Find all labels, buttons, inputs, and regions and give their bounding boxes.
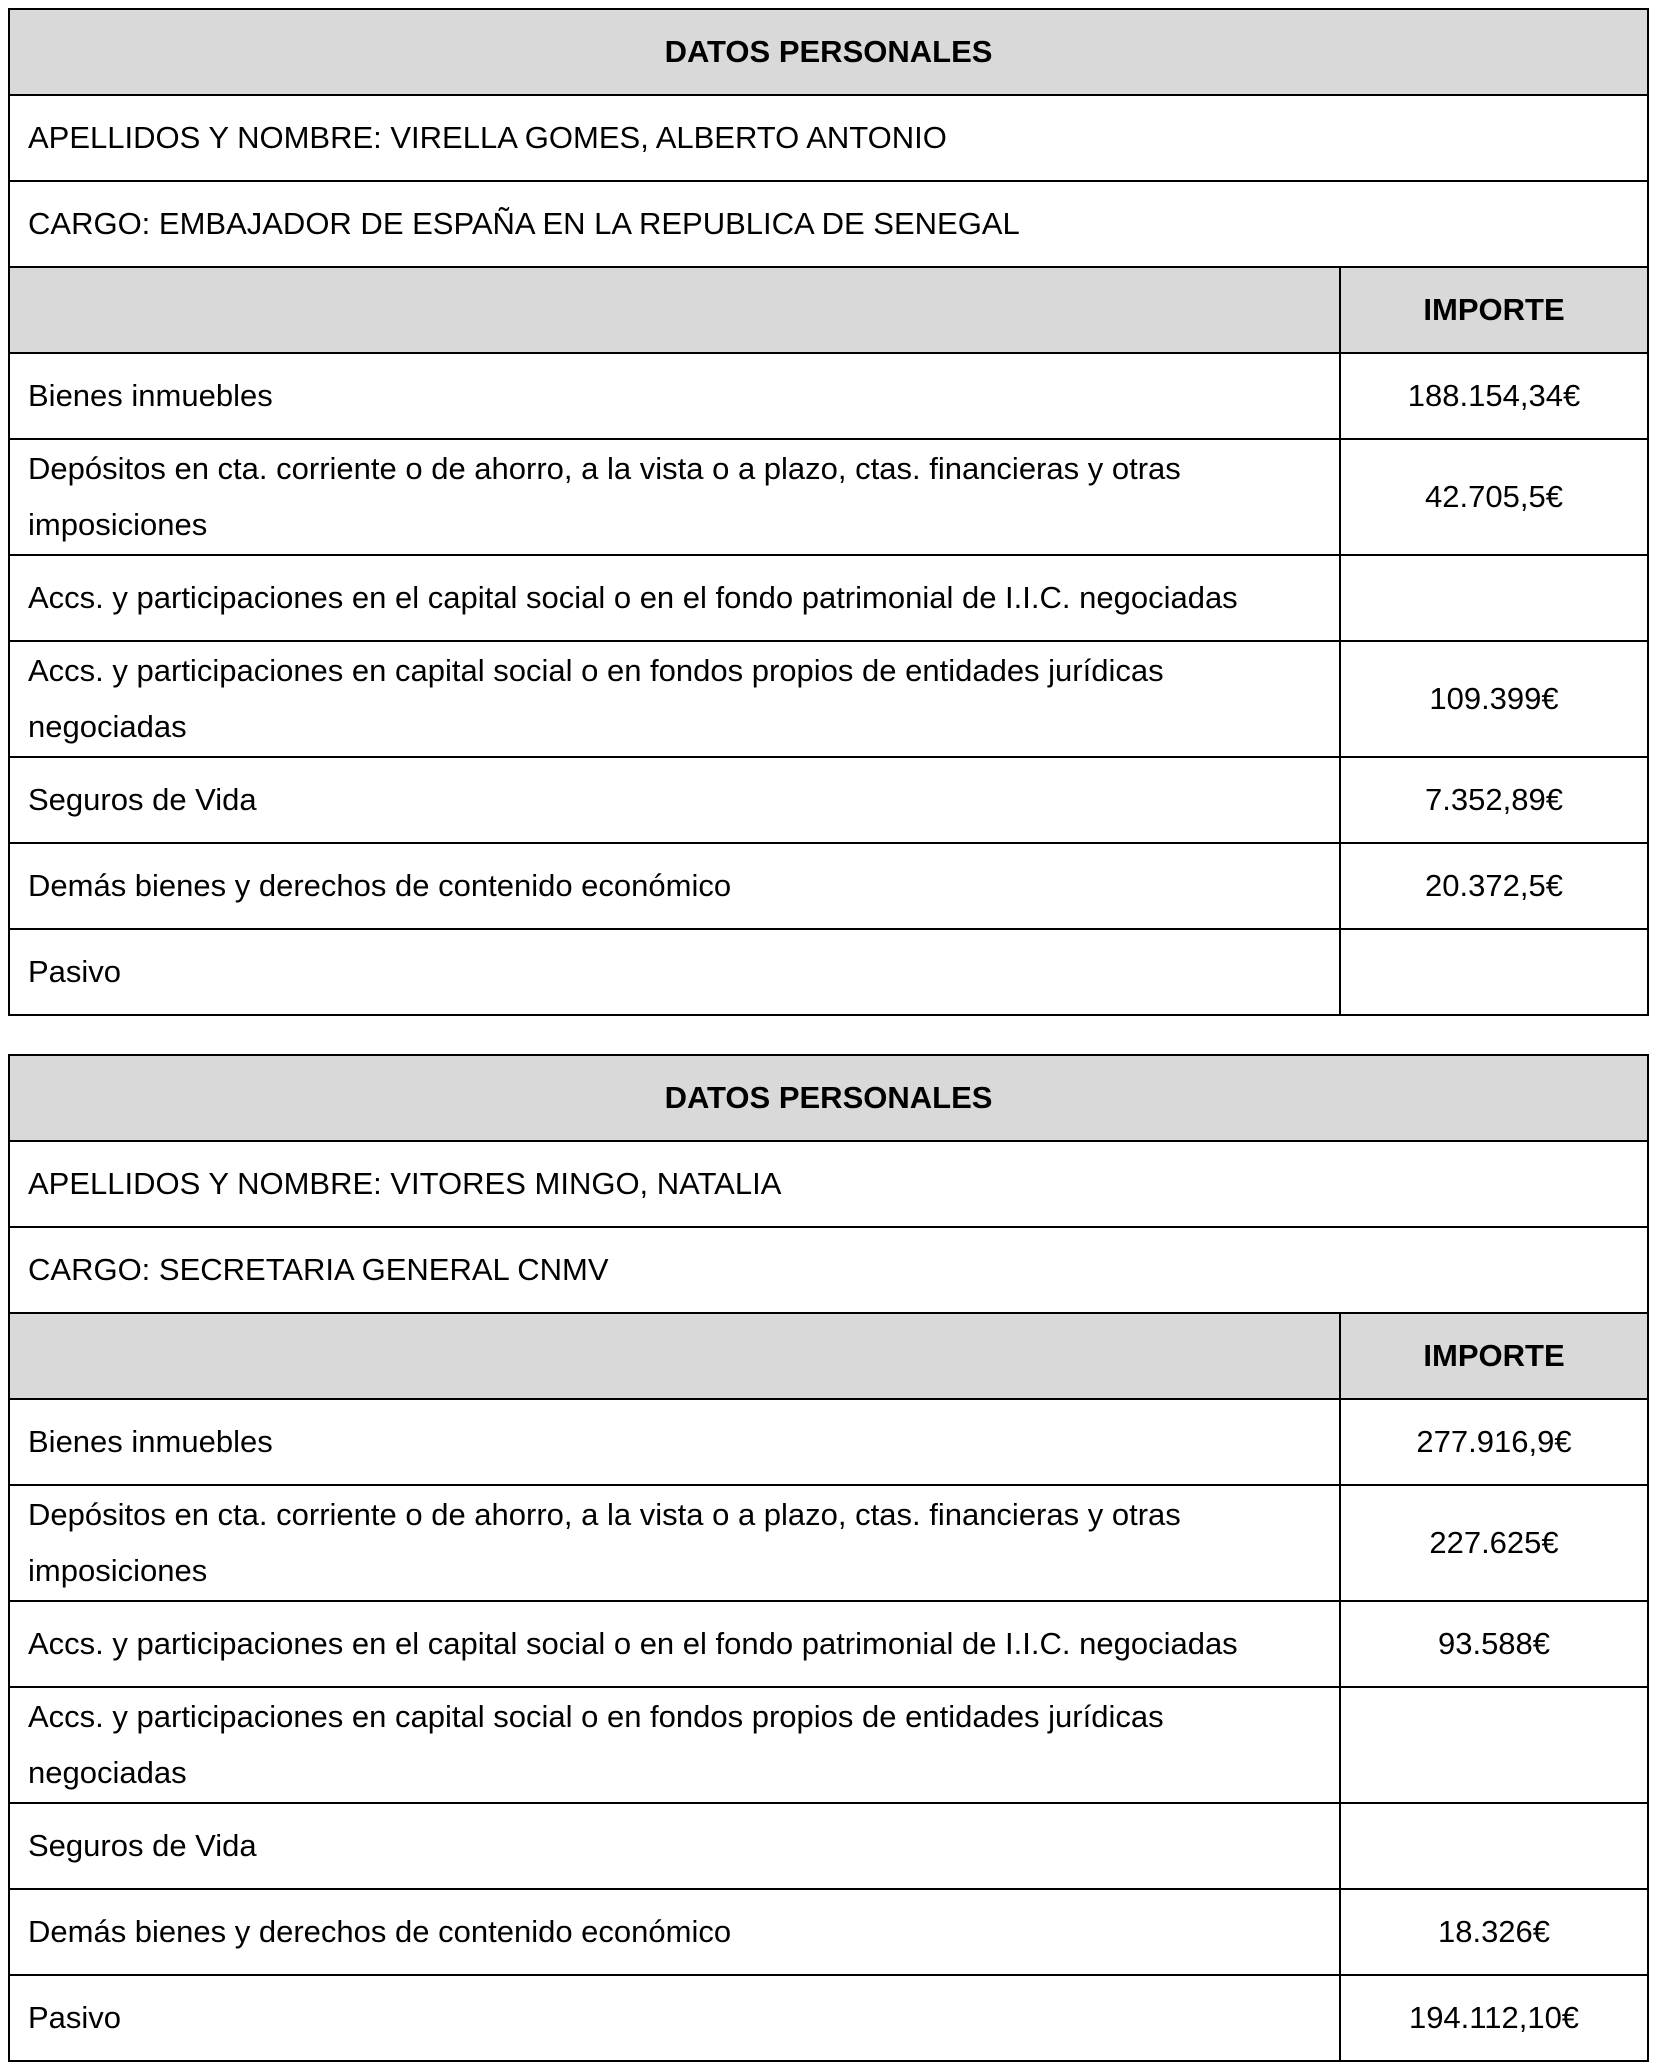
row-label: Accs. y participaciones en el capital social o en el fondo patrimonial de I.I.C. negociadas (9, 1601, 1340, 1687)
section-header: DATOS PERSONALES (9, 1055, 1648, 1141)
table-row (9, 641, 1648, 757)
row-label: Bienes inmuebles (9, 353, 1340, 439)
row-label: Depósitos en cta. corriente o de ahorro, a la vista o a plazo, ctas. financieras y otras imposiciones (9, 439, 1340, 555)
table-row (9, 1889, 1648, 1975)
row-label: Pasivo (9, 929, 1340, 1015)
row-value: 227.625€ (1340, 1485, 1648, 1601)
declaration-table (8, 1054, 1649, 2062)
row-value: 109.399€ (1340, 641, 1648, 757)
row-value: 18.326€ (1340, 1889, 1648, 1975)
cargo-line: CARGO: EMBAJADOR DE ESPAÑA EN LA REPUBLICA DE SENEGAL (9, 181, 1648, 267)
row-value (1340, 929, 1648, 1015)
amount-column-header: IMPORTE (1340, 1313, 1648, 1399)
row-label: Demás bienes y derechos de contenido económico (9, 1889, 1340, 1975)
table-row (9, 555, 1648, 641)
table-row (9, 1803, 1648, 1889)
table-row (9, 843, 1648, 929)
amount-column-header: IMPORTE (1340, 267, 1648, 353)
name-line: APELLIDOS Y NOMBRE: VIRELLA GOMES, ALBERTO ANTONIO (9, 95, 1648, 181)
row-label: Seguros de Vida (9, 757, 1340, 843)
row-value: 7.352,89€ (1340, 757, 1648, 843)
row-label: Bienes inmuebles (9, 1399, 1340, 1485)
cargo-line: CARGO: SECRETARIA GENERAL CNMV (9, 1227, 1648, 1313)
row-value: 188.154,34€ (1340, 353, 1648, 439)
table-row (9, 353, 1648, 439)
row-value: 93.588€ (1340, 1601, 1648, 1687)
name-line: APELLIDOS Y NOMBRE: VITORES MINGO, NATALIA (9, 1141, 1648, 1227)
table-row (9, 439, 1648, 555)
row-value: 194.112,10€ (1340, 1975, 1648, 2061)
declaration-table (8, 8, 1649, 1016)
row-value: 20.372,5€ (1340, 843, 1648, 929)
row-value (1340, 1803, 1648, 1889)
row-label: Accs. y participaciones en capital social o en fondos propios de entidades jurídicas negociadas (9, 641, 1340, 757)
table-row (9, 929, 1648, 1015)
column-header-blank (9, 1313, 1340, 1399)
row-label: Pasivo (9, 1975, 1340, 2061)
table-row (9, 1485, 1648, 1601)
table-row (9, 1399, 1648, 1485)
column-header-blank (9, 267, 1340, 353)
row-value (1340, 555, 1648, 641)
row-value (1340, 1687, 1648, 1803)
table-row (9, 757, 1648, 843)
table-row (9, 1601, 1648, 1687)
row-value: 277.916,9€ (1340, 1399, 1648, 1485)
row-value: 42.705,5€ (1340, 439, 1648, 555)
row-label: Demás bienes y derechos de contenido económico (9, 843, 1340, 929)
row-label: Accs. y participaciones en el capital social o en el fondo patrimonial de I.I.C. negociadas (9, 555, 1340, 641)
table-row (9, 1687, 1648, 1803)
table-row (9, 1975, 1648, 2061)
row-label: Depósitos en cta. corriente o de ahorro, a la vista o a plazo, ctas. financieras y otras imposiciones (9, 1485, 1340, 1601)
row-label: Seguros de Vida (9, 1803, 1340, 1889)
row-label: Accs. y participaciones en capital social o en fondos propios de entidades jurídicas negociadas (9, 1687, 1340, 1803)
section-header: DATOS PERSONALES (9, 9, 1648, 95)
